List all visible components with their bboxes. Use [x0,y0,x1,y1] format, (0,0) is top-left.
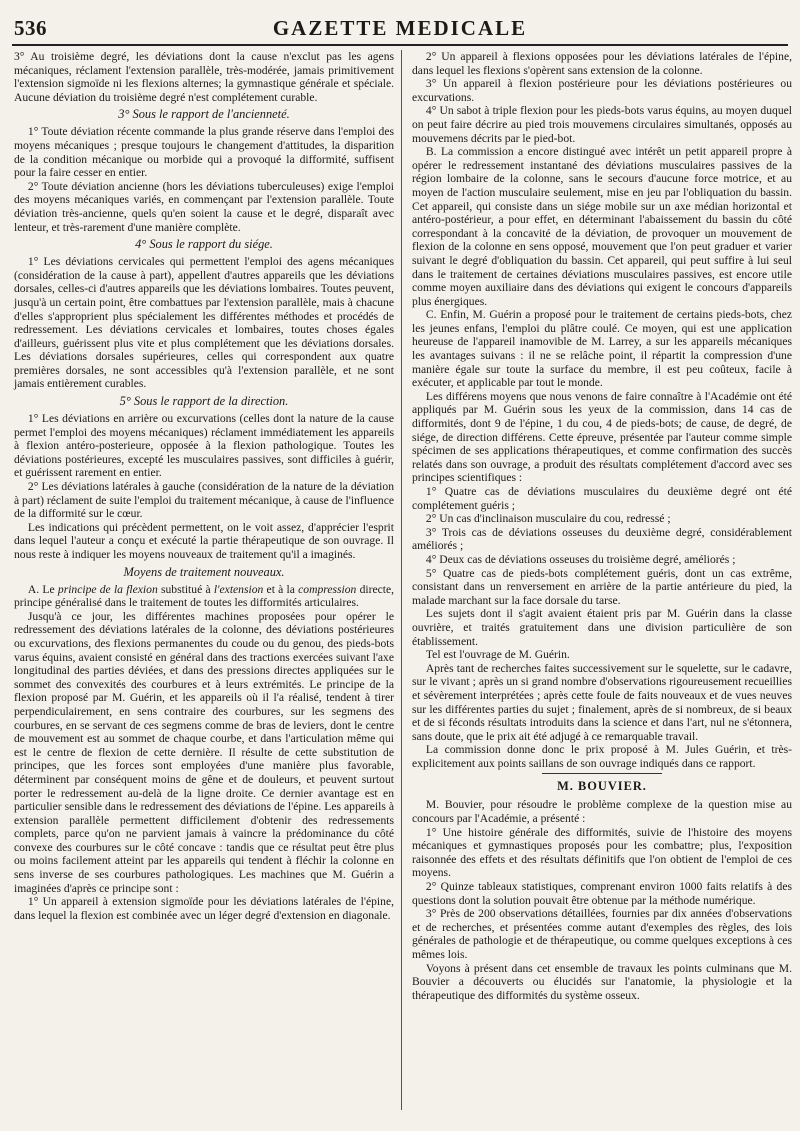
italic-term: compression [298,582,357,596]
paragraph: 2° Un appareil à flexions opposées pour les déviations latérales de l'épine, dans lequel les flexions s'opèrent sans extension de la colonne. [412,50,792,77]
paragraph: 4° Deux cas de déviations osseuses du troisième degré, améliorés ; [425,552,736,566]
paragraph: 3° Au troisième degré, les déviations dont la cause n'exclut pas les agens mécaniques, réclament l'extension parallèle, très-modérée, jamais primitivement l'extension sigmoïde ni les flexions alternes; la gymnastique générale et spéciale. Aucune déviation du troisième degré n'est complétement curable. [14,50,394,104]
paragraph: 1° Les déviations cervicales qui permettent l'emploi des agens mécaniques (considération de la cause à part), appellent d'autres appareils que les déviations dorsales, celles-ci d'autres appareils que les déviations lombaires. Toutes peuvent, jusqu'à un certain point, être combattues par l'extension parallèle, mais à chacune d'elles s'approprient plus spécialement les différentes méthodes et procédés de redressement. Les déviations cervicales et lombaires, toutes choses égales d'ailleurs, guérissent plus vite et plus complétement que les déviations dorsales. Les déviations dorsales supérieures, celles qui correspondent aux quatre premières dorsales, ne sont accessibles qu'à l'extension parallèle, et ne sont jamais entièrement curables. [14,255,394,391]
journal-title: GAZETTE MEDICALE [272,16,528,40]
paragraph: La commission donne donc le prix proposé à M. Jules Guérin, et très-explicitement aux points saillans de son ouvrage indiqués dans ce rapport. [412,743,792,770]
right-column [412,50,792,1002]
paragraph: M. Bouvier, pour résoudre le problème complexe de la question mise au concours par l'Académie, a présenté : [412,798,792,826]
section-heading-bouvier: M. BOUVIER. [557,779,647,794]
paragraph: 3° Trois cas de déviations osseuses du deuxième degré, considérablement améliorés ; [412,525,792,553]
paragraph: 2° Un cas d'inclinaison musculaire du cou, redressé ; [425,512,671,526]
page-number: 536 [14,16,47,40]
paragraph: 2° Les déviations latérales à gauche (considération de la nature de la déviation à part) réclament de suite l'emploi du traitement mécanique, à cause de l'influence de la difformité sur le cœur. [14,480,394,521]
text-run: directe, principe généralisé dans le traitement de toutes les difformités articulaires. [14,582,394,610]
paragraph-principe [14,583,394,610]
paragraph: Voyons à présent dans cet ensemble de travaux les points culminans que M. Bouvier a découverts ou élucidés sur l'anatomie, la physiologie et la thérapeutique des difformités du système osseux. [412,961,792,1002]
paragraph: 3° Près de 200 observations détaillées, fournies par dix années d'observations et de recherches, et présentées comme autant d'exemples des règles, des lois générales de pathologie et de thérapeutique, ou comme quelques exceptions à ces mêmes lois. [412,907,792,961]
section-rule [542,773,662,774]
paragraph: Les sujets dont il s'agit avaient étaient pris par M. Guérin dans la classe ouvrière, et traités gratuitement dans une division particulière de son établissement. [412,607,792,648]
section-heading-moyens: Moyens de traitement nouveaux. [123,564,285,579]
column-divider [401,50,402,1110]
paragraph: 4° Un sabot à triple flexion pour les pieds-bots varus équins, au moyen duquel on peut faire décrire au pied trois mouvemens circulaires simultanés, opposés au mouvemens décrits par le pied-bot. [412,104,792,145]
paragraph: 1° Une histoire générale des difformités, suivie de l'histoire des moyens mécaniques et gymnastiques proposés pour les combattre; plus, l'exposition raisonnée des effets et des résultats définitifs que l'on obtient de l'emploi de ces moyens. [412,825,792,880]
paragraph: 3° Un appareil à flexion postérieure pour les déviations postérieures ou excurvations. [412,77,792,104]
text-run: substitué à [157,582,214,596]
page-header [8,16,792,42]
paragraph: 1° Un appareil à extension sigmoïde pour les déviations latérales de l'épine, dans lequel la flexion est combinée avec un léger degré d'extension en diagonale. [14,895,394,922]
left-column [14,50,394,922]
section-heading-siege: 4° Sous le rapport du siége. [135,237,273,252]
text-run: A. Le [27,582,58,596]
header-rule [12,44,788,46]
text-run: et à la [263,582,299,596]
italic-term: l'extension [213,582,264,596]
paragraph: 1° Quatre cas de déviations musculaires du deuxième degré ont été complétement guéris ; [412,485,792,512]
section-heading-anciennete: 3° Sous le rapport de l'ancienneté. [118,107,290,122]
paragraph: 1° Les déviations en arrière ou excurvations (celles dont la nature de la cause permet l'emploi des moyens mécaniques) réclament immédiatement les appareils à flexion antéro-posterieure, opposée à la flexion pathologique. Toutes les déviations postérieures, excepté les musculaires passives, sont difficiles à guérir, et guérissent rarement en entier. [14,412,394,480]
paragraph: 2° Quinze tableaux statistiques, comprenant environ 1000 faits relatifs à des questions dont la solution pouvait être obtenue par la méthode numérique. [412,880,792,907]
paragraph: B. La commission a encore distingué avec intérêt un petit appareil propre à opérer le redressement instantané des déviations musculaires passives de la région lombaire de la colonne, sans le secours d'aucune force motrice, et au moyen de l'action musculaire seulement, mise en jeu par l'obliquation du bassin. Cet appareil, qui consiste dans un siége mobile sur un axe médian horizontal et antéro-postérieur, a pour effet, en déterminant l'abaissement du bassin du côté correspondant à la concavité de la déviation, de provoquer un mouvement de flexion de la colonne en sens opposé, mouvement que l'on peut graduer et varier suivant le degré d'obliquation du bassin. Cet appareil, qui peut suffire à lui seul dans le traitement de certaines déviations musculaires passives, est encore utile comme moyen auxiliaire dans des déviations qui exigent le concours d'appareils plus énergiques. [412,145,792,308]
paragraph: 1° Toute déviation récente commande la plus grande réserve dans l'emploi des moyens mécaniques ; presque toujours le changement d'attitudes, la disparition de la condition mécanique ou morbide qui a provoqué la difformité, suffisent pour la faire cesser en entier. [14,125,394,180]
paragraph: Jusqu'à ce jour, les différentes machines proposées pour opérer le redressement des déviations latérales de la colonne, des déviations postérieures ou excurvations, des flexions permanentes du coude ou du genou, des pieds-bots varus équins, avaient consisté en général dans des tractions exercées suivant l'axe longitudinal des parties déviées, et dans des pressions directes appliquées sur le sommet des convexités des courbures et à leurs extrémités. Le principe de la flexion proposé par M. Guérin, et les appareils où il l'a réalisé, tendent à tirer perpendiculairement, en sens contraire des courbures, sur les segmens des courbures, en se servant de ces segmens comme de bras de leviers, dont le centre de mouvement est au sommet de chaque courbe, et dans l'articulation même qui est le centre de flexion de cette dernière. Il résulte de cette substitution de principes, que les forces sont employées d'une manière plus favorable, déterminent par conséquent moins de gêne et de douleurs, et peuvent surtout porter le redressement au-delà de la ligne droite. Ce dernier avantage est en particulier sensible dans le redressement des déviations de l'épine. Les appareils à extension parallèle permettent difficilement d'obtenir des redressements complets, parce qu'on ne parvient jamais à vaincre la prédominance du côté convexe des courbures sur le côté concave : tandis que ce résultat peut être plus ou moins facilement atteint par les appareils qui tendent à fléchir la colonne en sens inverse de ses courbures pathologiques. Les machines que M. Guérin a imaginées d'après ce principe sont : [14,609,394,895]
italic-term: principe de la flexion [57,582,158,596]
paragraph: Les indications qui précèdent permettent, on le voit assez, d'apprécier l'esprit dans lequel l'auteur a conçu et exécuté la partie thérapeutique de son ouvrage. Il nous reste à indiquer les moyens nouveaux de traitement qu'il a imaginés. [14,520,394,561]
paragraph: Après tant de recherches faites successivement sur le squelette, sur le cadavre, sur le vivant ; après un si grand nombre d'observations rigoureusement recueillies et sévèrement interprétées ; après cette foule de faits nouveaux et de vues neuves sur les différentes parties du sujet ; finalement, après de si nombreux, de si beaux et de si féconds résultats introduits dans la science et dans l'art, nul ne s'étonnera, sans doute, que le prix ait été adjugé à ce remarquable travail. [412,661,792,743]
paragraph: Tel est l'ouvrage de M. Guérin. [425,648,570,662]
paragraph: C. Enfin, M. Guérin a proposé pour le traitement de certains pieds-bots, chez les jeunes enfans, l'emploi du plâtre coulé. Ce moyen, qui est une application heureuse de l'appareil inamovible de M. Larrey, a sur les appareils mécaniques les avantages suivans : il ne se relâche point, il répartit la compression d'une manière égale sur toute la surface du membre, il est peu coûteux, facile à exécuter, et applicable par tout le monde. [412,308,792,390]
paragraph: 2° Toute déviation ancienne (hors les déviations tuberculeuses) exige l'emploi des moyens mécaniques variés, en commençant par l'extension parallèle. Toute déviation très-ancienne, quels qu'en soient la cause et le degré, disparaît avec lenteur, et très-rarement d'une manière complète. [14,179,394,234]
paragraph: 5° Quatre cas de pieds-bots complétement guéris, dont un cas extrême, consistant dans un renversement en arrière de la partie antérieure du pied, la malade marchant sur la face dorsale du tarse. [412,566,792,607]
section-heading-direction: 5° Sous le rapport de la direction. [119,394,289,409]
paragraph: Les différens moyens que nous venons de faire connaître à l'Académie ont été appliqués par M. Guérin sous les yeux de la commission, dans 14 cas de difformités, dont 9 de l'épine, 1 du cou, 4 de pieds-bots; de cause, de degré, de siége, de direction différens. Cette épreuve, présentée par l'auteur comme simple spécimen de ses applications thérapeutiques, et comme confirmation des succès relatés dans son ouvrage, a produit des résultats complétement d'accord avec ses principes scientifiques : [412,389,792,485]
